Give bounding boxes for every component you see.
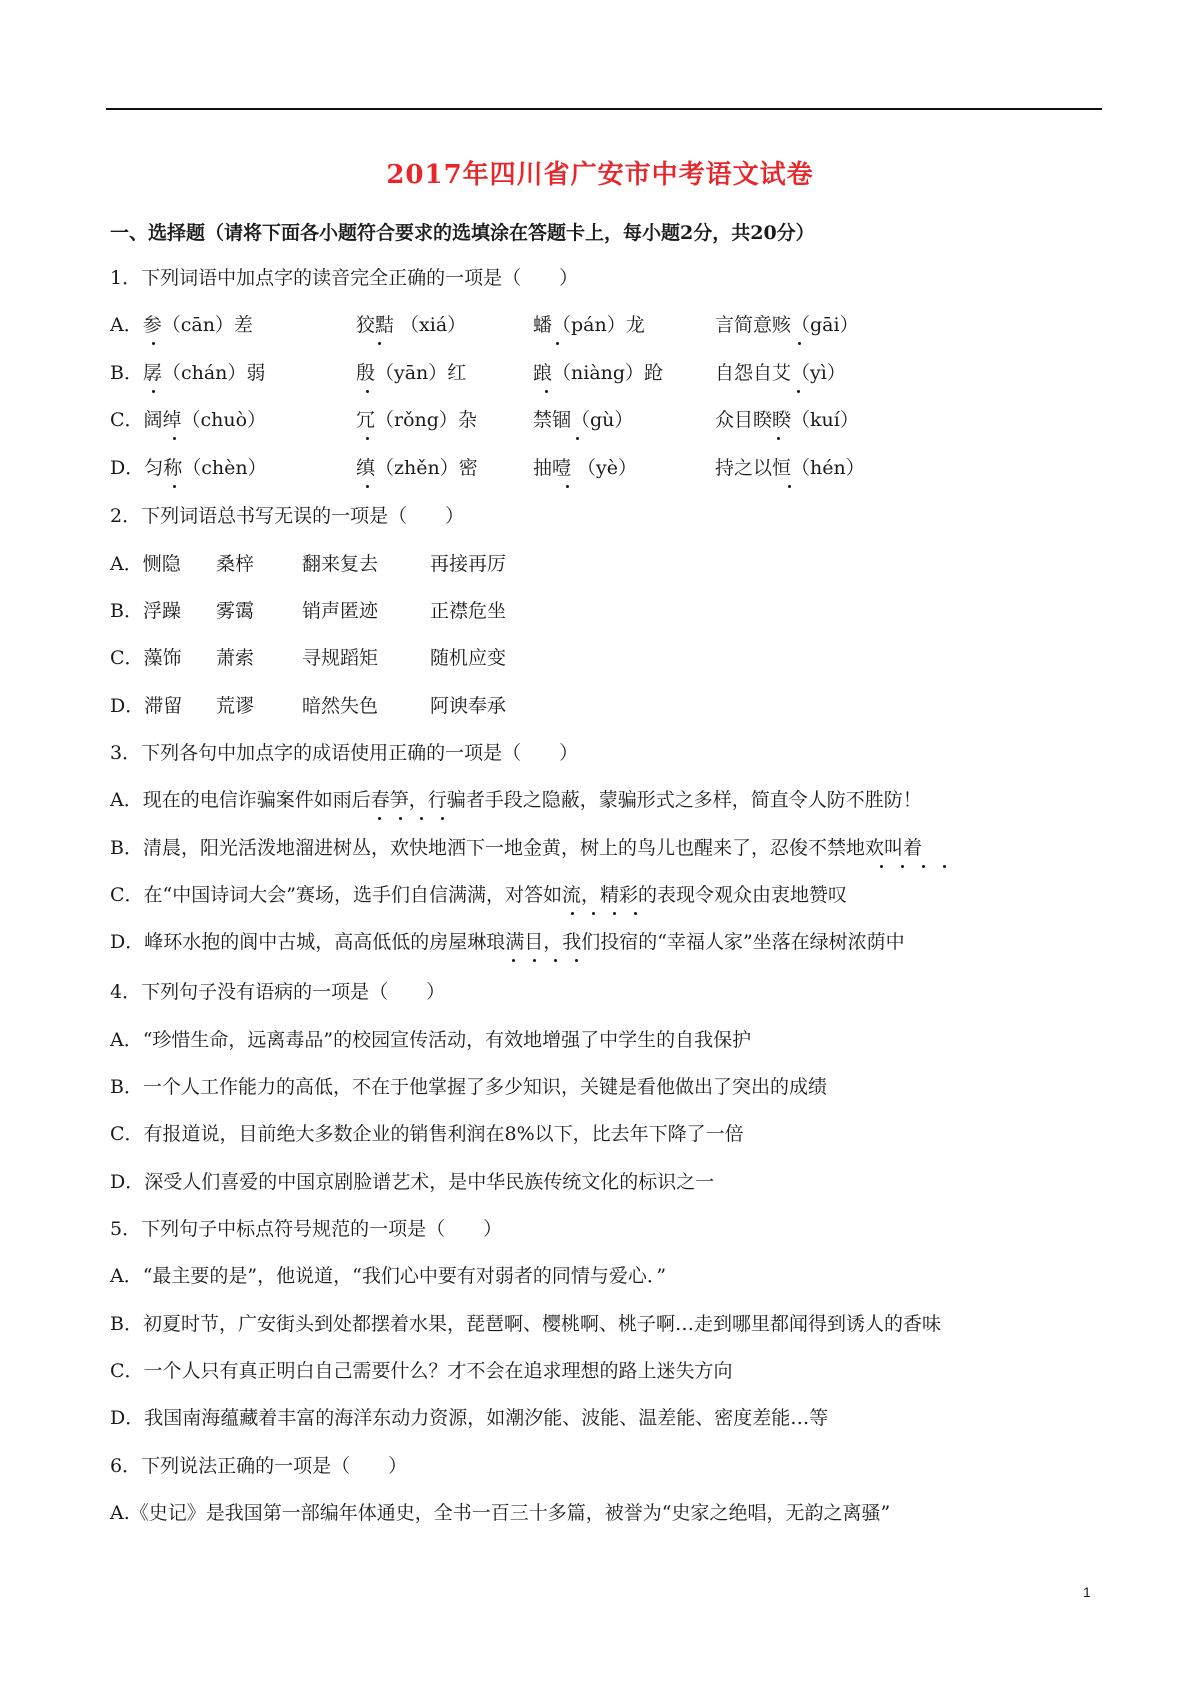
emphasis-dot (533, 959, 536, 962)
q1-option-b-4: 自怨自艾（yì） (715, 362, 846, 384)
emphasis-dot (613, 912, 616, 915)
emphasis-dot (922, 865, 925, 868)
q2-option-a-1: A．恻隐 (110, 553, 181, 575)
q2-option-d-3: 暗然失色 (302, 695, 379, 717)
emphasis-dot (366, 390, 369, 393)
emphasis-dot (943, 865, 946, 868)
question-2-stem: 2．下列词语总书写无误的一项是（ ） (110, 505, 465, 527)
emphasis-dot (556, 342, 559, 345)
emphasis-dot (575, 959, 578, 962)
emphasis-dot (378, 342, 381, 345)
q5-option-d: D．我国南海蕴藏着丰富的海洋东动力资源，如潮汐能、波能、温差能、密度差能…等 (110, 1407, 829, 1429)
q2-option-d-2: 荒谬 (216, 695, 255, 717)
q2-option-c-1: C．藻饰 (110, 647, 182, 669)
q2-option-c-2: 萧索 (216, 647, 255, 669)
emphasis-dot (880, 865, 883, 868)
emphasis-dot (777, 437, 780, 440)
question-1-stem: 1．下列词语中加点字的读音完全正确的一项是（ ） (110, 267, 579, 289)
question-4-stem: 4．下列句子没有语病的一项是（ ） (110, 981, 446, 1003)
emphasis-dot (592, 912, 595, 915)
q2-option-a-4: 再接再厉 (430, 553, 507, 575)
q4-option-b: B．一个人工作能力的高低，不在于他掌握了多少知识，关键是看他做出了突出的成绩 (110, 1076, 827, 1098)
q3-option-d: D．峰环水抱的阆中古城，高高低低的房屋琳琅满目，我们投宿的“幸福人家”坐落在绿树浓荫中 (110, 931, 905, 953)
q3-option-a: A．现在的电信诈骗案件如雨后春笋，行骗者手段之隐蔽，蒙骗形式之多样，简直令人防不胜防！ (110, 789, 922, 811)
emphasis-dot (634, 912, 637, 915)
q4-option-c: C．有报道说，目前绝大多数企业的销售利润在8%以下，比去年下降了一倍 (110, 1123, 744, 1145)
page-number: 1 (1083, 1584, 1091, 1600)
q1-option-a-2: 狡黠 （xiá） (356, 314, 467, 336)
q1-option-b-3: 踉（niàng）跄 (533, 362, 664, 384)
q5-option-a: A．“最主要的是”，他说道，“我们心中要有对弱者的同情与爱心．” (110, 1265, 667, 1287)
q2-option-a-2: 桑梓 (216, 553, 255, 575)
emphasis-dot (366, 485, 369, 488)
emphasis-dot (545, 390, 548, 393)
emphasis-dot (576, 437, 579, 440)
header-rule (106, 108, 1102, 110)
q2-option-b-1: B．浮躁 (110, 600, 181, 622)
q1-option-b-2: 殷（yān）红 (356, 362, 467, 384)
emphasis-dot (173, 485, 176, 488)
q6-option-a: A.《史记》是我国第一部编年体通史，全书一百三十多篇，被誉为“史家之绝唱，无韵之离骚” (110, 1502, 891, 1524)
q2-option-b-4: 正襟危坐 (430, 600, 507, 622)
emphasis-dot (173, 437, 176, 440)
emphasis-dot (901, 865, 904, 868)
q1-option-a-4: 言简意赅（gāi） (715, 314, 859, 336)
q1-option-b-1: B．孱（chán）弱 (110, 362, 266, 384)
q1-option-d-3: 抽噎 （yè） (533, 457, 638, 479)
q1-option-d-4: 持之以恒（hén） (715, 457, 865, 479)
emphasis-dot (797, 390, 800, 393)
q2-option-d-1: D．滞留 (110, 695, 183, 717)
q3-option-b: B．清晨，阳光活泼地溜进树丛，欢快地洒下一地金黄，树上的鸟儿也醒来了，忍俊不禁地欢叫着 (110, 837, 922, 859)
emphasis-dot (554, 959, 557, 962)
q5-option-b: B．初夏时节，广安街头到处都摆着水果，琵琶啊、樱桃啊、桃子啊…走到哪里都闻得到诱人的香味 (110, 1313, 941, 1335)
q1-option-d-1: D．匀称（chèn） (110, 457, 267, 479)
emphasis-dot (152, 390, 155, 393)
emphasis-dot (399, 817, 402, 820)
q4-option-a: A．“珍惜生命，远离毒品”的校园宣传活动，有效地增强了中学生的自我保护 (110, 1029, 752, 1051)
q2-option-b-3: 销声匿迹 (302, 600, 379, 622)
section-heading: 一、选择题（请将下面各小题符合要求的选填涂在答题卡上，每小题2分，共20分） (110, 222, 815, 244)
page-title: 2017年四川省广安市中考语文试卷 (386, 160, 814, 190)
q1-option-c-4: 众目睽睽（kuí） (715, 409, 859, 431)
q2-option-d-4: 阿谀奉承 (430, 695, 507, 717)
question-5-stem: 5．下列句子中标点符号规范的一项是（ ） (110, 1218, 503, 1240)
emphasis-dot (441, 817, 444, 820)
emphasis-dot (152, 342, 155, 345)
emphasis-dot (366, 437, 369, 440)
q3-option-c: C．在“中国诗词大会”赛场，选手们自信满满，对答如流，精彩的表现令观众由衷地赞叹 (110, 884, 847, 906)
emphasis-dot (566, 485, 569, 488)
emphasis-dot (512, 959, 515, 962)
q4-option-d: D．深受人们喜爱的中国京剧脸谱艺术，是中华民族传统文化的标识之一 (110, 1171, 715, 1193)
question-6-stem: 6．下列说法正确的一项是（ ） (110, 1455, 408, 1477)
q2-option-c-3: 寻规蹈矩 (302, 647, 379, 669)
emphasis-dot (571, 912, 574, 915)
question-3-stem: 3．下列各句中加点字的成语使用正确的一项是（ ） (110, 742, 579, 764)
q5-option-c: C．一个人只有真正明白自己需要什么？才不会在追求理想的路上迷失方向 (110, 1360, 733, 1382)
q2-option-a-3: 翻来复去 (302, 553, 379, 575)
q1-option-c-2: 冗（rǒng）杂 (356, 409, 477, 431)
q1-option-d-2: 缜（zhěn）密 (356, 457, 478, 479)
q2-option-c-4: 随机应变 (430, 647, 507, 669)
q1-option-c-3: 禁锢（gù） (533, 409, 634, 431)
emphasis-dot (378, 817, 381, 820)
emphasis-dot (420, 817, 423, 820)
q1-option-a-3: 蟠（pán）龙 (533, 314, 645, 336)
q2-option-b-2: 雾霭 (216, 600, 255, 622)
emphasis-dot (788, 485, 791, 488)
q1-option-a-1: A．参（cān）差 (110, 314, 253, 336)
q1-option-c-1: C．阔绰（chuò） (110, 409, 267, 431)
emphasis-dot (798, 342, 801, 345)
